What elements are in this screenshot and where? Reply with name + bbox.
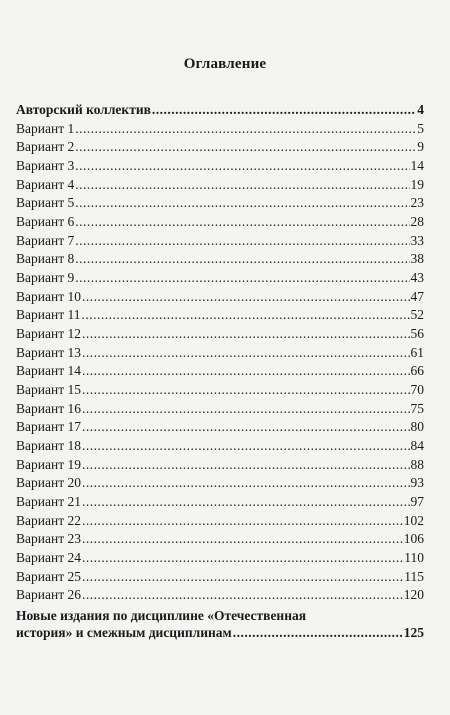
toc-entry-page: 88 [410,456,424,472]
toc-entry-page: 115 [404,568,424,584]
toc-entry [16,213,424,232]
dot-leader [82,325,410,344]
toc-entry [16,120,424,139]
toc-entry-page: 84 [410,438,424,454]
toc-entry-label: Вариант 26 [16,587,81,603]
toc-entry-page: 33 [410,232,424,248]
dot-leader [75,120,416,139]
dot-leader [75,176,409,195]
toc-entry-label: Вариант 6 [16,214,75,230]
toc-entry-label-line2: история» и смежным дисциплинам [16,625,232,641]
toc-entry-label: Вариант 19 [16,456,81,472]
dot-leader [82,530,403,549]
dot-leader [82,493,410,512]
toc-entry [16,325,424,344]
toc-entry [16,530,424,549]
toc-entry-new-publications [16,607,424,641]
toc-entry-label: Вариант 15 [16,382,81,398]
toc-entry-label: Вариант 17 [16,419,81,435]
toc-entry-page: 23 [410,195,424,211]
dot-leader [82,586,403,605]
toc-entry-label: Вариант 21 [16,494,81,510]
dot-leader [82,344,410,363]
dot-leader [75,269,409,288]
toc-entry [16,456,424,475]
toc-entry-page: 52 [410,307,424,323]
dot-leader [82,437,410,456]
toc-entry-label: Вариант 14 [16,363,81,379]
toc-entry-page: 9 [417,139,424,155]
toc-entry-label: Вариант 4 [16,176,75,192]
toc-entry-page: 28 [410,214,424,230]
toc-entry-page: 110 [404,550,424,566]
toc-entry-page: 5 [417,120,424,136]
toc-entry-page: 80 [410,419,424,435]
dot-leader [82,568,403,587]
toc-entry-page: 120 [403,587,424,603]
toc-entry-label: Вариант 12 [16,326,81,342]
toc-entry-label: Вариант 20 [16,475,81,491]
toc-entry-page: 93 [410,475,424,491]
toc-entry-label-line1: Новые издания по дисциплине «Отечественная [16,608,307,624]
toc-entry [16,138,424,157]
toc-entry-page: 66 [410,363,424,379]
toc-entry [16,418,424,437]
toc-entry-line2 [16,624,424,641]
toc-entry [16,288,424,307]
toc-entry [16,194,424,213]
dot-leader [75,250,409,269]
toc-entry [16,250,424,269]
toc-entry-page: 14 [410,158,424,174]
dot-leader [75,138,416,157]
toc-entry-label: Вариант 18 [16,438,81,454]
toc-entry [16,344,424,363]
toc-entry [16,586,424,605]
dot-leader [82,400,410,419]
dot-leader [82,362,410,381]
toc-entry-page: 38 [410,251,424,267]
toc-entry-page: 61 [410,344,424,360]
dot-leader [75,213,409,232]
toc-entry [16,101,424,120]
dot-leader [75,194,409,213]
dot-leader [82,549,403,568]
toc-entry [16,474,424,493]
toc-entry [16,232,424,251]
dot-leader [75,157,409,176]
toc-entry [16,512,424,531]
toc-entry-page: 106 [403,531,424,547]
toc-entry [16,493,424,512]
toc-entry-label: Вариант 7 [16,232,75,248]
toc-entry-page: 19 [410,176,424,192]
toc-entry-page: 4 [417,102,424,117]
toc-heading: Оглавление [183,56,267,72]
toc-list [16,101,424,641]
toc-entry-label: Вариант 16 [16,400,81,416]
dot-leader [82,381,410,400]
dot-leader [82,288,410,307]
toc-entry-label: Вариант 10 [16,288,81,304]
toc-entry [16,176,424,195]
toc-entry-label: Вариант 2 [16,139,75,155]
toc-entry-label: Вариант 3 [16,158,75,174]
toc-entry-page: 102 [403,512,424,528]
toc-entry-label: Вариант 8 [16,251,75,267]
toc-entry-label: Вариант 25 [16,568,81,584]
toc-entry-page: 125 [403,625,424,641]
toc-entry [16,306,424,325]
toc-entry-page: 47 [410,288,424,304]
toc-entry-label: Вариант 22 [16,512,81,528]
dot-leader [82,474,410,493]
toc-entry-label: Вариант 23 [16,531,81,547]
toc-entry-label: Вариант 13 [16,344,81,360]
toc-entry [16,568,424,587]
toc-entry [16,437,424,456]
toc-entry-label: Вариант 5 [16,195,75,211]
toc-entry [16,400,424,419]
dot-leader [233,624,403,641]
dot-leader [82,512,403,531]
toc-entry-page: 43 [410,270,424,286]
toc-entry-label: Вариант 9 [16,270,75,286]
toc-entry-label: Вариант 11 [16,307,81,323]
toc-entry [16,549,424,568]
toc-entry-page: 70 [410,382,424,398]
toc-entry [16,157,424,176]
toc-entry-label: Вариант 1 [16,120,75,136]
toc-entry-page: 75 [410,400,424,416]
dot-leader [81,306,409,325]
toc-entry [16,362,424,381]
toc-entry-page: 56 [410,326,424,342]
dot-leader [82,456,410,475]
toc-entry-label: Вариант 24 [16,550,81,566]
dot-leader [82,418,410,437]
toc-entry-label: Авторский коллектив [16,102,151,117]
dot-leader [75,232,409,251]
toc-entry-page: 97 [410,494,424,510]
dot-leader [152,101,416,120]
toc-entry [16,269,424,288]
toc-entry [16,381,424,400]
